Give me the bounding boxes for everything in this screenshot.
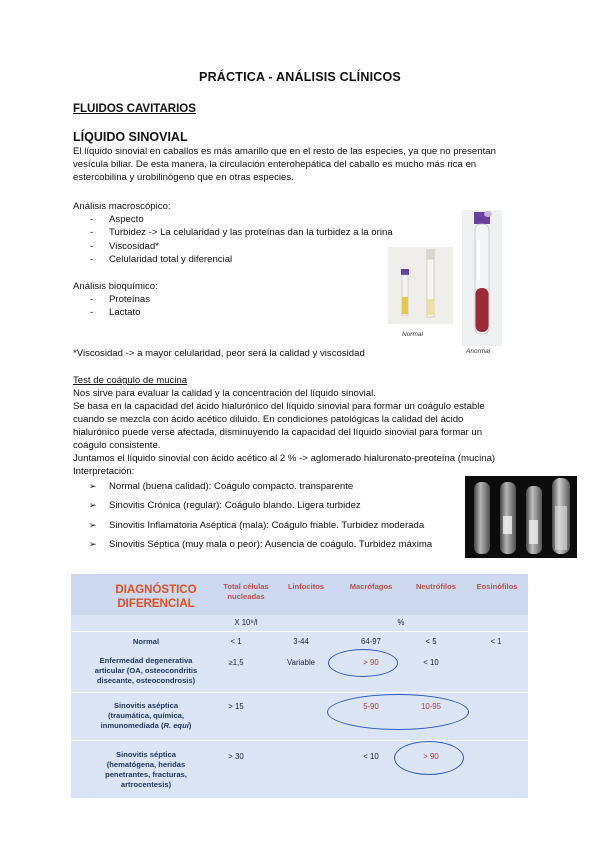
viscosity-footnote: *Viscosidad -> a mayor celularidad, peor será la calidad y viscosidad	[73, 348, 365, 359]
cell-total: > 30	[228, 752, 244, 761]
list-item: ➢ Sinovitis Inflamatoria Aséptica (mala): Coágulo friable. Turbidez moderada	[73, 516, 463, 535]
bioq-heading: Análisis bioquímico:	[73, 281, 158, 292]
unit-total: X 10⁹/l	[234, 618, 258, 627]
row-label-aseptica: Sinovitis aséptica (traumática, química, inmunomediada (R. equi)	[100, 701, 192, 730]
normal-sample-photo	[388, 247, 453, 324]
header-total-cells: Total células nucleadas	[223, 582, 269, 601]
text-line: coágulo consistente.	[73, 440, 161, 451]
text-line: Se basa en la capacidad del ácido hialurónico del líquido sinovial para formar un coágulo estable	[73, 401, 485, 412]
cell-neut: < 5	[425, 637, 437, 646]
header-eosinofilos: Eosinófilos	[476, 582, 518, 591]
intro-line: estercobilina y urobilinógeno que en otras especies.	[73, 172, 294, 183]
highlight-circle	[394, 741, 464, 775]
arrow-bullet-icon: ➢	[89, 519, 97, 530]
list-item: - Turbidez -> La celularidad y las proteínas dan la turbidez a la orina	[90, 227, 393, 239]
list-item: ➢ Sinovitis Crónica (regular): Coágulo blando. Ligera turbidez	[73, 496, 463, 515]
subsection-heading: LÍQUIDO SINOVIAL	[73, 130, 188, 144]
cell-linf: Variable	[286, 658, 316, 667]
macro-list	[73, 213, 393, 266]
cell-macro: < 10	[363, 752, 379, 761]
list-item: - Celularidad total y diferencial	[90, 253, 233, 265]
highlight-circle	[328, 649, 398, 677]
cell-total: > 15	[228, 702, 244, 711]
text-line: Nos sirve para evaluar la calidad y la concentración del líquido sinovial.	[73, 388, 376, 399]
arrow-bullet-icon: ➢	[89, 481, 97, 491]
interpretation-list	[73, 477, 463, 554]
row-label-normal: Normal	[132, 637, 160, 646]
normal-caption: Normal	[402, 331, 423, 338]
row-label-degenerativa: Enfermedad degenerativa articular (OA, osteocondritis disecante, osteocondrosis)	[94, 656, 198, 685]
list-item: - Lactato	[90, 307, 141, 319]
row-divider	[71, 631, 528, 632]
list-item: ➢ Sinovitis Séptica (muy mala o peor): Ausencia de coágulo. Turbidez máxima	[73, 535, 463, 554]
intro-line: El líquido sinovial en caballos es más amarillo que en el resto de las especies, ya que no presentan	[73, 146, 496, 157]
header-linfocitos: Linfocitos	[287, 582, 325, 591]
intro-paragraph	[73, 145, 528, 184]
section-heading: FLUIDOS CAVITARIOS	[73, 103, 196, 115]
cell-neut: < 10	[423, 658, 439, 667]
mucina-paragraph	[73, 387, 533, 478]
bioq-list	[73, 293, 273, 320]
row-divider	[71, 740, 528, 741]
header-neutrofilos: Neutrófilos	[415, 582, 457, 591]
text-line: Interpretación:	[73, 466, 135, 477]
arrow-bullet-icon: ➢	[89, 538, 97, 549]
cell-total: ≥1,5	[228, 658, 244, 667]
text-line: hialurónico puede verse afectada, disminuyendo la capacidad del líquido sinovial para formar un	[73, 427, 483, 438]
cell-neut: 10-95	[421, 702, 441, 711]
row-divider	[71, 692, 528, 693]
mucin-test-photo	[465, 476, 577, 558]
text-line: Juntamos el líquido sinovial con ácido acético al 2 % -> aglomerado hialuronato-preoteína (mucina)	[73, 453, 496, 464]
cell-macro: 5-90	[363, 702, 379, 711]
abnormal-sample-photo	[462, 210, 502, 346]
mucina-heading: Test de coágulo de mucina	[73, 375, 188, 386]
cell-eos: < 1	[490, 637, 502, 646]
cell-macro: 64-97	[361, 637, 381, 646]
abnormal-caption: Anormal	[466, 348, 491, 355]
text-line: cuando se mezcla con ácido acético diluido. En condiciones patológicas la calidad del ácido	[73, 414, 464, 425]
cell-linf: 3-44	[293, 637, 309, 646]
list-item: - Proteínas	[90, 294, 151, 305]
macro-heading: Análisis macroscópico:	[73, 201, 171, 212]
list-item: ➢ Normal (buena calidad): Coágulo compacto. transparente	[73, 477, 463, 496]
table-title: DIAGNÓSTICO DIFERENCIAL	[115, 584, 197, 610]
cell-macro: > 90	[363, 658, 379, 667]
page-title: PRÁCTICA - ANÁLISIS CLÍNICOS	[199, 70, 401, 84]
unit-pct: %	[397, 618, 405, 627]
intro-line: vesícula biliar. De esta manera, la circulación enterohepática del caballo es mucho más rica en	[73, 159, 477, 170]
list-item: - Aspecto	[90, 214, 144, 225]
arrow-bullet-icon: ➢	[89, 500, 97, 511]
cell-neut: > 90	[423, 752, 439, 761]
list-item: - Viscosidad*	[90, 240, 159, 252]
differential-diagnosis-table	[71, 574, 528, 798]
cell-total: < 1	[230, 637, 242, 646]
row-label-septica: Sinovitis séptica (hematógena, heridas penetrantes, fracturas, artrocentesis)	[105, 750, 187, 789]
header-macrofagos: Macrófagos	[349, 582, 393, 591]
highlight-circle	[327, 694, 469, 730]
